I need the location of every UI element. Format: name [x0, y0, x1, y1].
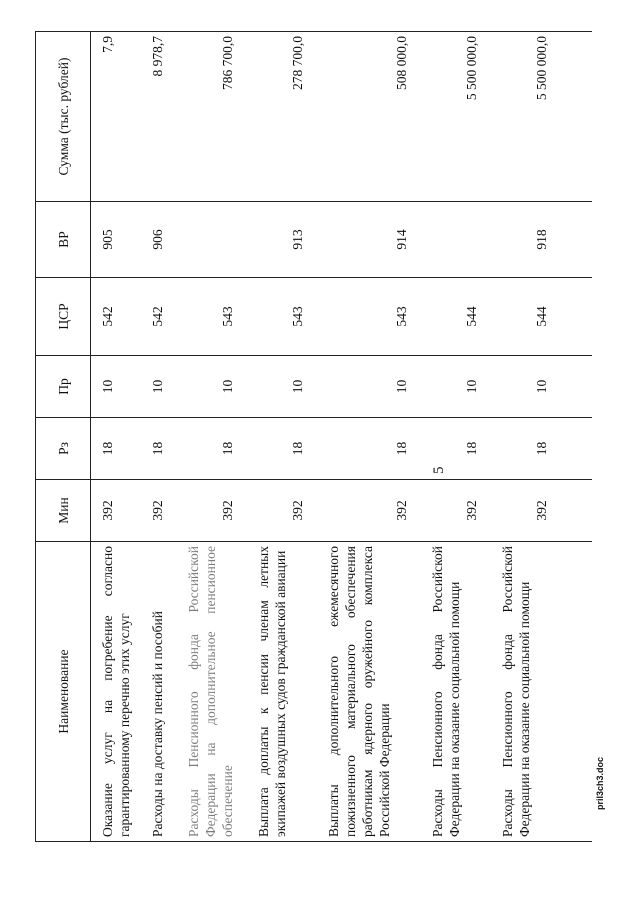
table-row	[317, 32, 421, 842]
budget-table	[35, 31, 592, 842]
header-sum: Сумма (тыс. рублей)	[36, 32, 91, 202]
page-number: 5	[431, 466, 447, 474]
cell-vr: 906	[141, 202, 177, 278]
cell-min: 392	[177, 480, 247, 542]
header-rz: Рз	[36, 418, 91, 480]
cell-csr: 543	[177, 278, 247, 356]
cell-rz: 18	[141, 418, 177, 480]
cell-rz: 18	[91, 418, 141, 480]
cell-csr: 544	[421, 278, 491, 356]
table-row	[421, 32, 491, 842]
cell-sum: 786 700,0	[177, 32, 247, 202]
header-name: Наименование	[36, 542, 91, 842]
header-pr: Пр	[36, 356, 91, 418]
cell-rz: 18	[177, 418, 247, 480]
cell-name: Выплаты дополнительного ежемесячного пожизненного материального обеспечения работникам ядерного оружейного комплекса Российской Федерации	[317, 542, 421, 842]
footer-filename: pril3ch3.doc	[595, 756, 605, 810]
table-row	[247, 32, 317, 842]
cell-vr: 918	[491, 202, 593, 278]
cell-csr: 544	[491, 278, 593, 356]
cell-min: 392	[421, 480, 491, 542]
cell-sum: 8 978,7	[141, 32, 177, 202]
cell-name: Выплата доплаты к пенсии членам летных экипажей воздушных судов гражданской авиации	[247, 542, 317, 842]
cell-vr: 905	[91, 202, 141, 278]
cell-csr: 542	[141, 278, 177, 356]
cell-rz: 18	[421, 418, 491, 480]
cell-vr	[177, 202, 247, 278]
cell-csr: 543	[247, 278, 317, 356]
header-vr: ВР	[36, 202, 91, 278]
cell-sum: 7,9	[91, 32, 141, 202]
cell-csr: 543	[317, 278, 421, 356]
cell-rz: 18	[317, 418, 421, 480]
cell-name: Расходы Пенсионного фонда Российской Федерации на оказание социальной помощи	[421, 542, 491, 842]
cell-min: 392	[491, 480, 593, 542]
header-min: Мин	[36, 480, 91, 542]
cell-vr: 914	[317, 202, 421, 278]
cell-sum: 5 500 000,0	[421, 32, 491, 202]
cell-min: 392	[247, 480, 317, 542]
table-row	[177, 32, 247, 842]
cell-pr: 10	[177, 356, 247, 418]
table-row	[491, 32, 593, 842]
cell-name: Расходы на доставку пенсий и пособий	[141, 542, 177, 842]
cell-pr: 10	[317, 356, 421, 418]
cell-rz: 18	[491, 418, 593, 480]
cell-pr: 10	[141, 356, 177, 418]
cell-sum: 5 500 000,0	[491, 32, 593, 202]
cell-csr: 542	[91, 278, 141, 356]
cell-min: 392	[317, 480, 421, 542]
cell-name: Расходы Пенсионного фонда Российской Федерации на дополнительное пенсионное обеспечение	[177, 542, 247, 842]
cell-pr: 10	[491, 356, 593, 418]
cell-name: Оказание услуг на погребение согласно гарантированному перечню этих услуг	[91, 542, 141, 842]
cell-vr	[421, 202, 491, 278]
table-header-row	[36, 32, 91, 842]
header-csr: ЦСР	[36, 278, 91, 356]
cell-vr: 913	[247, 202, 317, 278]
table-row	[91, 32, 141, 842]
cell-pr: 10	[91, 356, 141, 418]
cell-sum: 278 700,0	[247, 32, 317, 202]
cell-sum: 508 000,0	[317, 32, 421, 202]
table-row	[141, 32, 177, 842]
cell-min: 392	[141, 480, 177, 542]
cell-min: 392	[91, 480, 141, 542]
cell-pr: 10	[247, 356, 317, 418]
cell-pr: 10	[421, 356, 491, 418]
cell-rz: 18	[247, 418, 317, 480]
cell-name: Расходы Пенсионного фонда Российской Федерации на оказание социальной помощи	[491, 542, 593, 842]
